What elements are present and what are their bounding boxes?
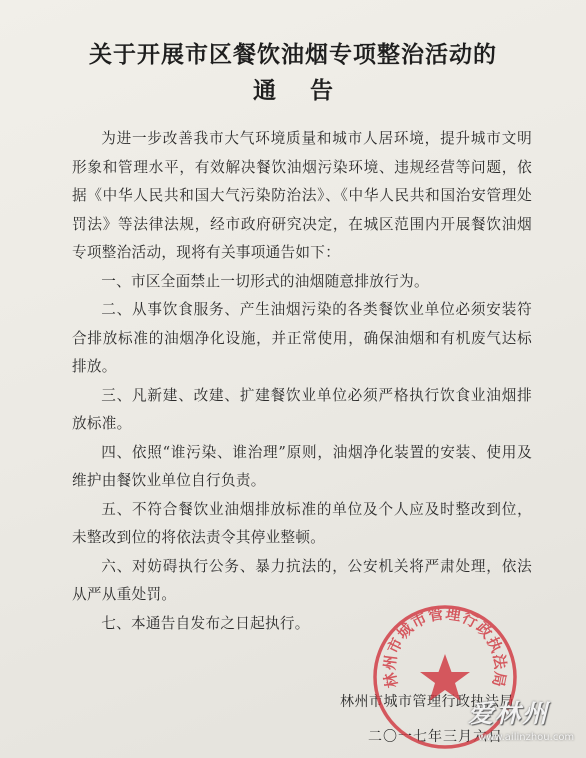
seal-text: 林州市城市管理行政执法局 [380, 604, 510, 690]
site-logo-watermark: 爱林州 [468, 699, 550, 728]
document-body [72, 125, 532, 638]
intro-paragraph: 为进一步改善我市大气环境质量和城市人居环境，提升城市文明形象和管理水平，有效解决餐饮油烟污染环境、违规经营等问题，依据《中华人民共和国大气污染防治法》、《中华人民共和国治安管理处罚法》等法律法规，经市政府研究决定，在城区范围内开展餐饮油烟专项整治活动，现将有关事项通告如下： [72, 130, 532, 261]
clause-7: 七、本通告自发布之日起执行。 [101, 614, 310, 632]
issuer-signature: 林州市城市管理行政执法局 [340, 694, 514, 710]
site-url-watermark: www.ailinzhou.com [478, 732, 575, 743]
clause-4: 四、依照“谁污染、谁治理”原则，油烟净化装置的安装、使用及维护由餐饮业单位自行负责。 [72, 443, 532, 489]
clause-5: 五、不符合餐饮业油烟排放标准的单位及个人应及时整改到位，未整改到位的将依法责令其停业整顿。 [72, 500, 532, 546]
document-subtitle: 通告 [253, 78, 367, 104]
clause-1: 一、市区全面禁止一切形式的油烟随意排放行为。 [101, 272, 429, 290]
issue-date: 二〇一七年三月六日 [368, 729, 503, 745]
clause-6: 六、对妨碍执行公务、暴力抗法的，公安机关将严肃处理，依法从严从重处罚。 [72, 557, 532, 603]
clause-3: 三、凡新建、改建、扩建餐饮业单位必须严格执行饮食业油烟排放标准。 [72, 386, 532, 432]
document-title: 关于开展市区餐饮油烟专项整治活动的 [89, 42, 497, 68]
clause-2: 二、从事饮食服务、产生油烟污染的各类餐饮业单位必须安装符合排放标准的油烟净化设施，并正常使用，确保油烟和有机废气达标排放。 [72, 301, 532, 375]
